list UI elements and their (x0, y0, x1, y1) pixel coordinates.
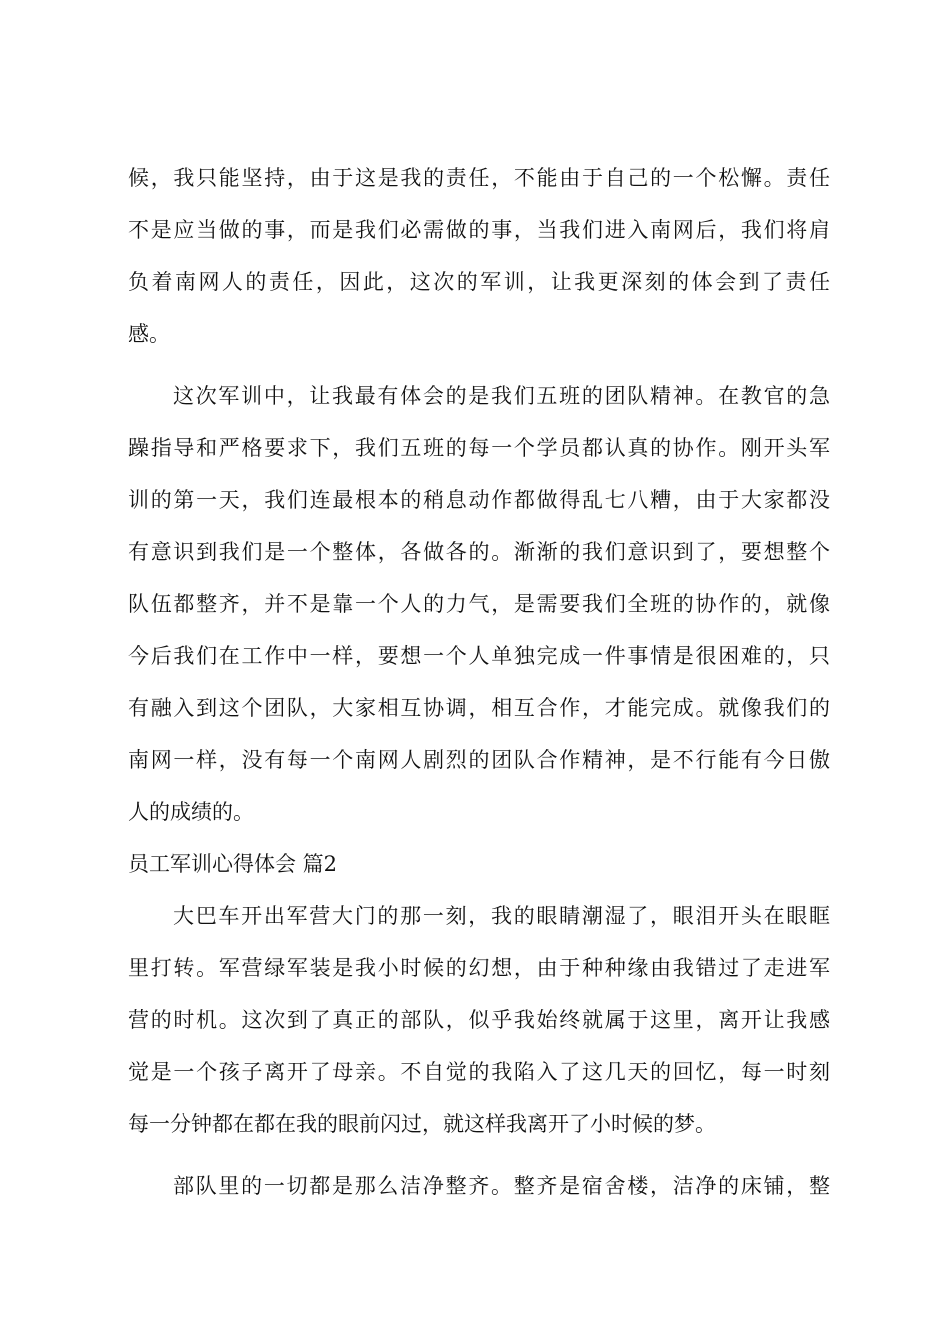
text-line: 有融入到这个团队，大家相互协调，相互合作，才能完成。就像我们的 (128, 696, 830, 720)
text-line: 觉是一个孩子离开了母亲。不自觉的我陷入了这几天的回忆，每一时刻 (128, 1060, 830, 1084)
text-line: 队伍都整齐，并不是靠一个人的力气，是需要我们全班的协作的，就像 (128, 592, 830, 616)
text-line: 里打转。军营绿军装是我小时候的幻想，由于种种缘由我错过了走进军 (128, 956, 830, 980)
text-line: 这次军训中，让我最有体会的是我们五班的团队精神。在教官的急 (173, 384, 830, 408)
text-line: 躁指导和严格要求下，我们五班的每一个学员都认真的协作。刚开头军 (128, 436, 830, 460)
text-line: 营的时机。这次到了真正的部队，似乎我始终就属于这里，离开让我感 (128, 1008, 830, 1032)
text-line: 部队里的一切都是那么洁净整齐。整齐是宿舍楼，洁净的床铺，整 (173, 1174, 830, 1198)
paragraph-spacer (128, 360, 830, 370)
paragraph-3 (128, 890, 830, 1150)
text-line: 候，我只能坚持，由于这是我的责任，不能由于自己的一个松懈。责任 (128, 166, 830, 190)
text-line: 南网一样，没有每一个南网人剧烈的团队合作精神，是不行能有今日傲 (128, 748, 830, 772)
text-line: 今后我们在工作中一样，要想一个人单独完成一件事情是很困难的，只 (128, 644, 830, 668)
paragraph-1 (128, 152, 830, 360)
section-heading: 员工军训心得体会 篇2 (128, 852, 338, 876)
paragraph-spacer (128, 1150, 830, 1160)
text-line: 有意识到我们是一个整体，各做各的。渐渐的我们意识到了，要想整个 (128, 540, 830, 564)
document-body (128, 152, 830, 1212)
paragraph-4 (128, 1160, 830, 1212)
text-line: 训的第一天，我们连最根本的稍息动作都做得乱七八糟，由于大家都没 (128, 488, 830, 512)
text-line: 不是应当做的事，而是我们必需做的事，当我们进入南网后，我们将肩 (128, 218, 830, 242)
paragraph-2 (128, 370, 830, 838)
text-line: 感。 (128, 322, 170, 346)
text-line: 每一分钟都在都在我的眼前闪过，就这样我离开了小时候的梦。 (128, 1112, 716, 1136)
text-line: 负着南网人的责任，因此，这次的军训，让我更深刻的体会到了责任 (128, 270, 830, 294)
text-line: 人的成绩的。 (128, 800, 254, 824)
text-line: 大巴车开出军营大门的那一刻，我的眼睛潮湿了，眼泪开头在眼眶 (173, 904, 830, 928)
